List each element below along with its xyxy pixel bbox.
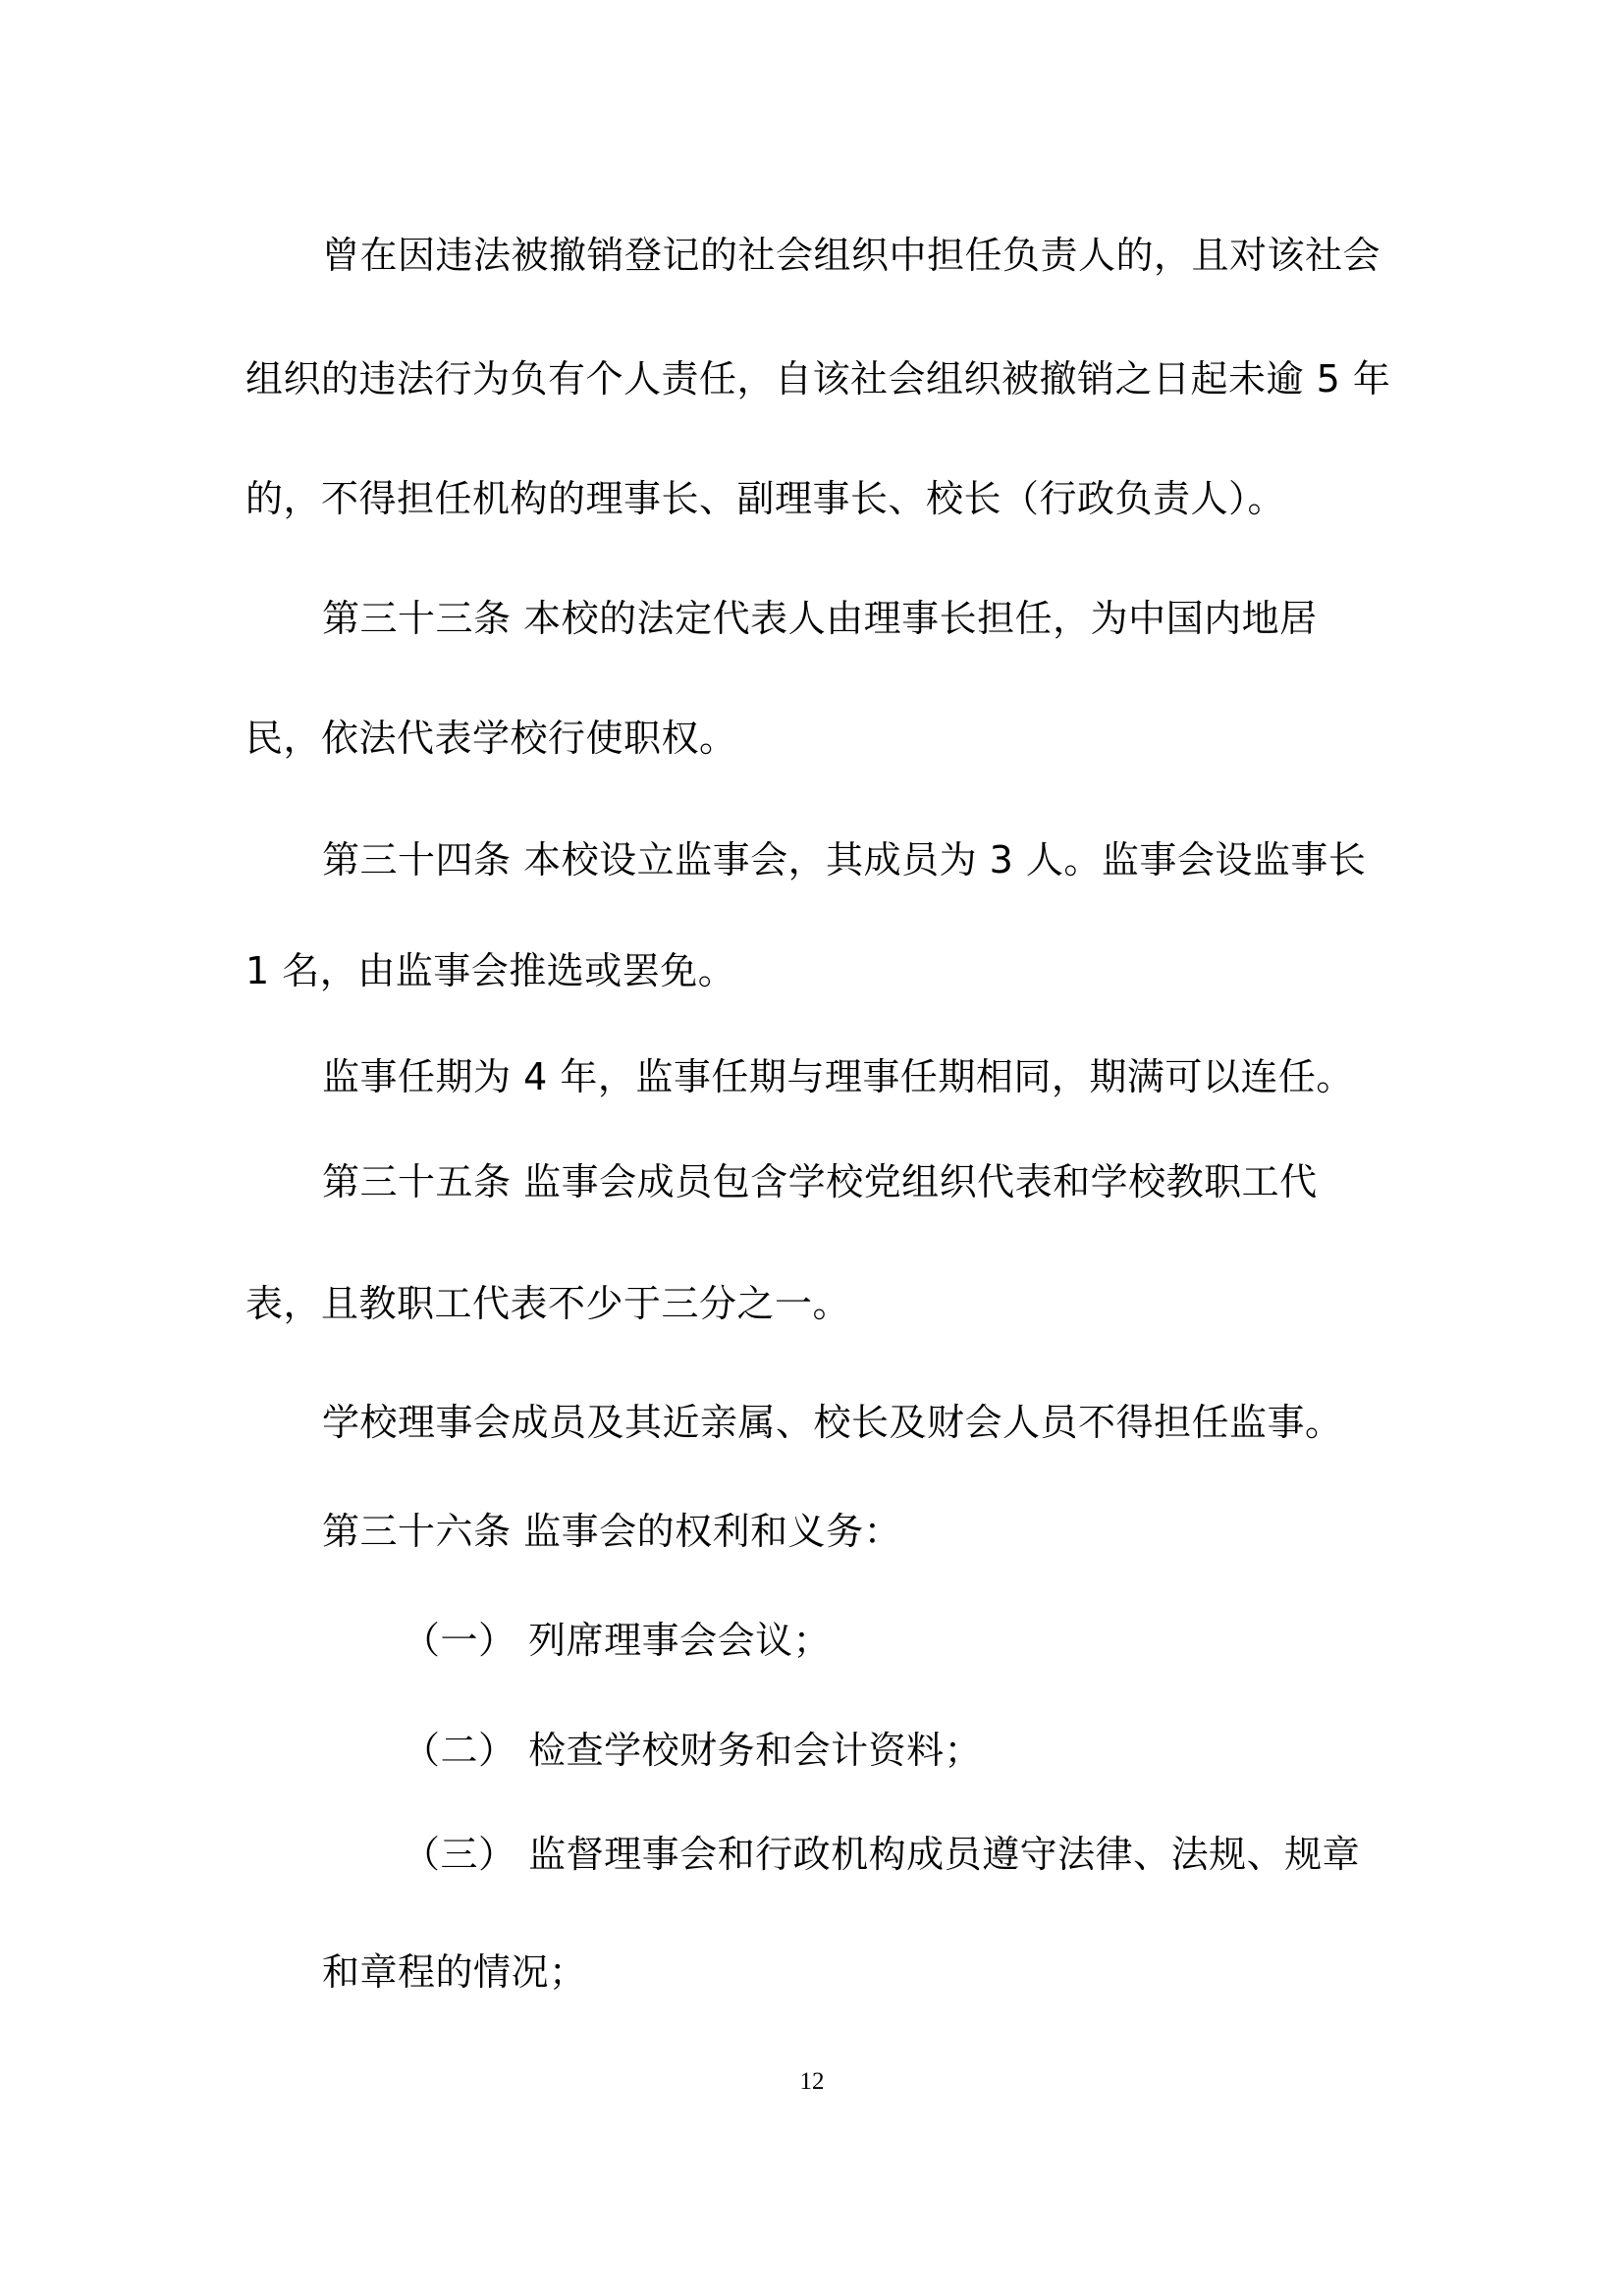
list-item: （一） 列席理事会会议； [403,1619,832,1662]
list-item: （三） 监督理事会和行政机构成员遵守法律、法规、规章 [403,1833,1361,1876]
article-33-line: 第三十三条 本校的法定代表人由理事长担任，为中国内地居 [322,597,1318,640]
paragraph-line: 和章程的情况； [322,1950,587,1994]
paragraph-line: 表，且教职工代表不少于三分之一。 [245,1282,851,1325]
paragraph-line: 组织的违法行为负有个人责任，自该社会组织被撤销之日起未逾 5 年 [245,357,1391,400]
paragraph-line: 曾在因违法被撤销登记的社会组织中担任负责人的，且对该社会 [322,234,1381,277]
list-item: （二） 检查学校财务和会计资料； [403,1729,983,1772]
article-34-line: 第三十四条 本校设立监事会，其成员为 3 人。监事会设监事长 [322,838,1367,881]
article-35-line: 第三十五条 监事会成员包含学校党组织代表和学校教职工代 [322,1160,1318,1203]
paragraph-line: 民，依法代表学校行使职权。 [245,717,737,760]
paragraph-line: 1 名，由监事会推选或罢免。 [245,949,736,992]
article-36-line: 第三十六条 监事会的权利和义务： [322,1510,902,1553]
paragraph-line: 学校理事会成员及其近亲属、校长及财会人员不得担任监事。 [322,1401,1343,1444]
paragraph-line: 的，不得担任机构的理事长、副理事长、校长（行政负责人）。 [245,477,1286,520]
paragraph-line: 监事任期为 4 年，监事任期与理事任期相同，期满可以连任。 [322,1055,1354,1098]
page-number: 12 [799,2068,825,2095]
